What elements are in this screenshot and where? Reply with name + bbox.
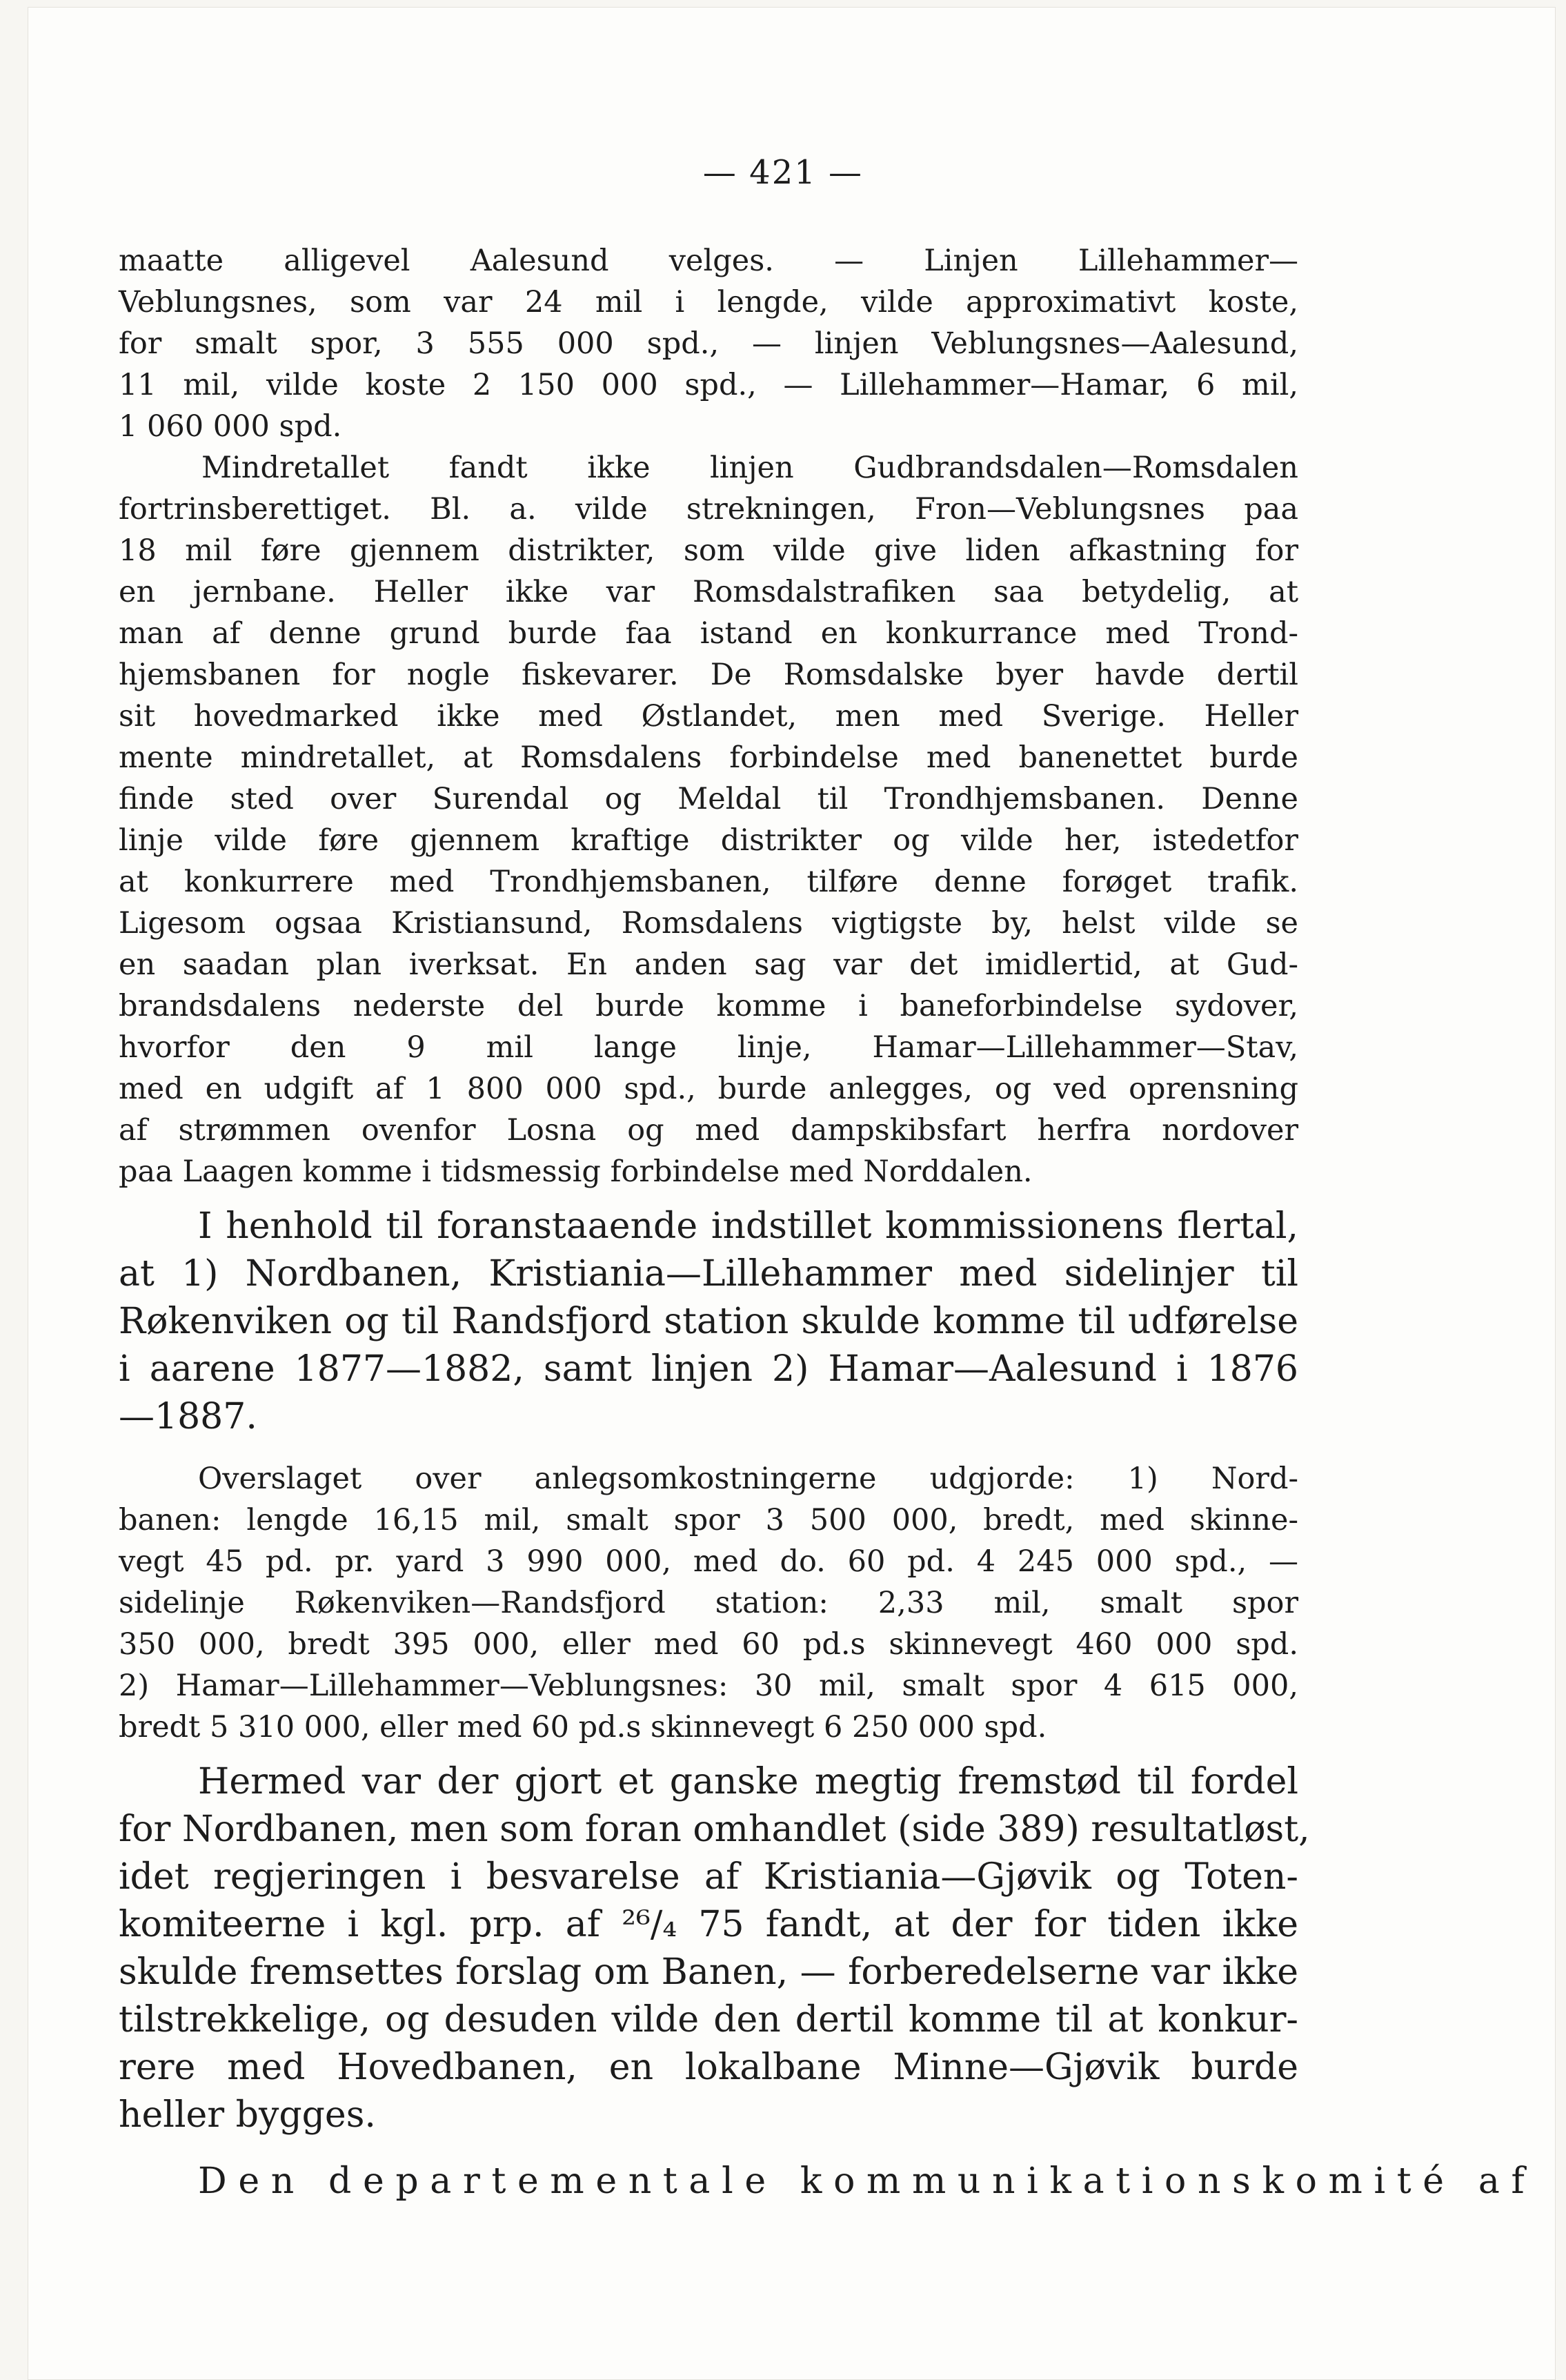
text-line: 2) Hamar—Lillehammer—Veblungsnes: 30 mil, smalt spor 4 615 000, [119, 1669, 1298, 1703]
paragraph-2 [119, 447, 1298, 1192]
text-line: en saadan plan iverksat. En anden sag var det imidlertid, at Gud- [119, 947, 1298, 982]
paragraph-6 [119, 2158, 1536, 2205]
text-line: Hermed var der gjort et ganske megtig fremstød til fordel [198, 1761, 1298, 1802]
text-line: Mindretallet fandt ikke linjen Gudbrandsdalen—Romsdalen [201, 451, 1298, 485]
text-line: banen: lengde 16,15 mil, smalt spor 3 500 000, bredt, med skinne- [119, 1503, 1298, 1537]
paragraph-1 [119, 240, 1298, 447]
text-line: Ligesom ogsaa Kristiansund, Romsdalens vigtigste by, helst vilde se [119, 906, 1298, 941]
text-line: for Nordbanen, men som foran omhandlet (side 389) resultatløst, [119, 1809, 1310, 1850]
text-line: at 1) Nordbanen, Kristiania—Lillehammer med sidelinjer til [119, 1253, 1298, 1295]
text-line: vegt 45 pd. pr. yard 3 990 000, med do. 60 pd. 4 245 000 spd., — [119, 1544, 1298, 1579]
text-line: 1 060 000 spd. [119, 409, 342, 444]
text-line: idet regjeringen i besvarelse af Kristiania—Gjøvik og Toten- [119, 1856, 1298, 1898]
text-line: hvorfor den 9 mil lange linje, Hamar—Lillehammer—Stav, [119, 1030, 1298, 1065]
text-line: rere med Hovedbanen, en lokalbane Minne—Gjøvik burde [119, 2047, 1298, 2088]
text-line: mente mindretallet, at Romsdalens forbindelse med banenettet burde [119, 740, 1298, 775]
text-line: Overslaget over anlegsomkostningerne udgjorde: 1) Nord- [198, 1462, 1298, 1496]
text-line: for smalt spor, 3 555 000 spd., — linjen Veblungsnes—Aalesund, [119, 326, 1298, 361]
text-line: Den departementale kommunikationskomité af [198, 2161, 1536, 2202]
text-line: sidelinje Røkenviken—Randsfjord station: 2,33 mil, smalt spor [119, 1586, 1298, 1620]
paragraph-5 [119, 1758, 1310, 2139]
text-line: paa Laagen komme i tidsmessig forbindelse med Norddalen. [119, 1154, 1033, 1189]
text-line: 350 000, bredt 395 000, eller med 60 pd.s skinnevegt 460 000 spd. [119, 1627, 1298, 1662]
text-line: i aarene 1877—1882, samt linjen 2) Hamar—Aalesund i 1876 [119, 1348, 1298, 1390]
text-line: 11 mil, vilde koste 2 150 000 spd., — Lillehammer—Hamar, 6 mil, [119, 368, 1298, 402]
text-line: finde sted over Surendal og Meldal til Trondhjemsbanen. Denne [119, 782, 1298, 816]
text-line: skulde fremsettes forslag om Banen, — forberedelserne var ikke [119, 1951, 1298, 1993]
text-line: 18 mil føre gjennem distrikter, som vilde give liden afkastning for [119, 533, 1298, 568]
text-line: bredt 5 310 000, eller med 60 pd.s skinnevegt 6 250 000 spd. [119, 1710, 1047, 1744]
text-line: Veblungsnes, som var 24 mil i lengde, vilde approximativt koste, [119, 285, 1298, 319]
text-line: I henhold til foranstaaende indstillet kommissionens flertal, [198, 1206, 1298, 1247]
page-number: — 421 — [702, 153, 864, 192]
text-line: linje vilde føre gjennem kraftige distrikter og vilde her, istedetfor [119, 823, 1298, 858]
text-line: tilstrekkelige, og desuden vilde den dertil komme til at konkur- [119, 1999, 1298, 2040]
text-line: med en udgift af 1 800 000 spd., burde anlegges, og ved oprensning [119, 1072, 1298, 1106]
text-line: komiteerne i kgl. prp. af ²⁶/₄ 75 fandt, at der for tiden ikke [119, 1904, 1298, 1945]
text-line: brandsdalens nederste del burde komme i baneforbindelse sydover, [119, 989, 1298, 1023]
text-line: fortrinsberettiget. Bl. a. vilde strekningen, Fron—Veblungsnes paa [119, 492, 1298, 527]
text-line: en jernbane. Heller ikke var Romsdalstrafiken saa betydelig, at [119, 575, 1298, 609]
text-line: —1887. [119, 1396, 257, 1437]
text-line: at konkurrere med Trondhjemsbanen, tilføre denne forøget trafik. [119, 865, 1298, 899]
text-line: sit hovedmarked ikke med Østlandet, men med Sverige. Heller [119, 699, 1298, 734]
text-line: Røkenviken og til Randsfjord station skulde komme til udførelse [119, 1301, 1298, 1342]
text-line: hjemsbanen for nogle fiskevarer. De Romsdalske byer havde dertil [119, 658, 1298, 692]
text-line: man af denne grund burde faa istand en konkurrance med Trond- [119, 616, 1298, 651]
text-line: heller bygges. [119, 2094, 376, 2136]
paragraph-4 [119, 1458, 1298, 1748]
text-line: af strømmen ovenfor Losna og med dampskibsfart herfra nordover [119, 1113, 1298, 1148]
paragraph-3 [119, 1203, 1298, 1441]
text-line: maatte alligevel Aalesund velges. — Linjen Lillehammer— [119, 244, 1298, 278]
